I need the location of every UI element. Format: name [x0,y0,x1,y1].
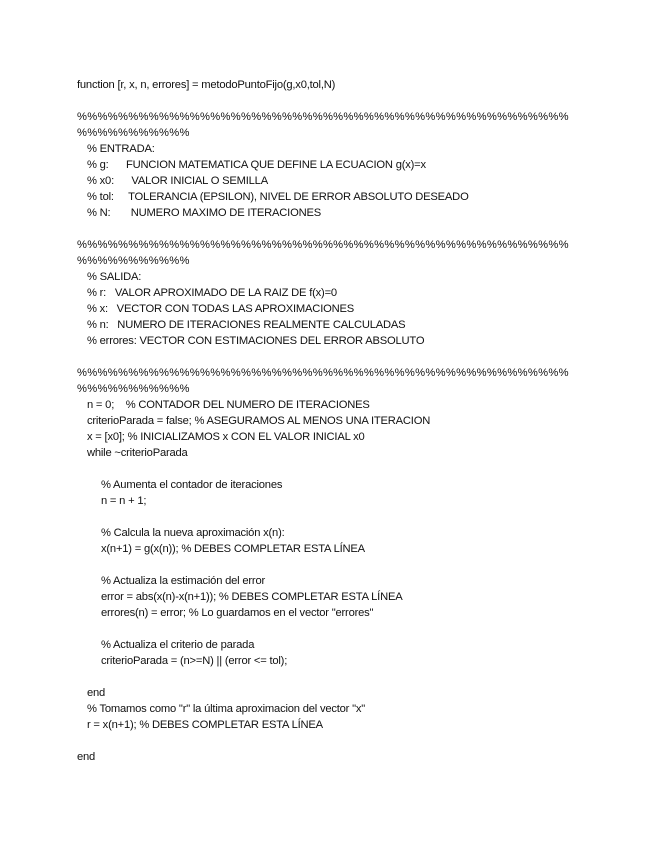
code-line: x = [x0]; % INICIALIZAMOS x CON EL VALOR INICIAL x0 [87,431,365,443]
code-line: function [r, x, n, errores] = metodoPuntoFijo(g,x0,tol,N) [77,79,336,91]
code-line: %%%%%%%%%%%%%%%%%%%%%%%%%%%%%%%%%%%%%%%%%%%%%%%% [77,111,569,123]
code-line: end [87,687,106,699]
code-line: % Tomamos como "r" la última aproximacion del vector "x" [87,703,366,715]
code-line: %%%%%%%%%%%%%%%%%%%%%%%%%%%%%%%%%%%%%%%%%%%%%%%% [77,367,569,379]
code-line: errores(n) = error; % Lo guardamos en el vector "errores" [101,607,374,619]
code-line: while ~criterioParada [87,447,188,459]
code-line: % tol: TOLERANCIA (EPSILON), NIVEL DE ERROR ABSOLUTO DESEADO [87,191,469,203]
code-line: % ENTRADA: [87,143,155,155]
blank-line [77,557,569,573]
blank-line [77,93,569,109]
code-line: x(n+1) = g(x(n)); % DEBES COMPLETAR ESTA LÍNEA [101,543,365,555]
code-line: % errores: VECTOR CON ESTIMACIONES DEL ERROR ABSOLUTO [87,335,425,347]
code-line: % Actualiza la estimación del error [101,575,265,587]
code-line: % Calcula la nueva aproximación x(n): [101,527,285,539]
blank-line [77,221,569,237]
code-line: % SALIDA: [87,271,142,283]
blank-line [77,733,569,749]
code-line: % Aumenta el contador de iteraciones [101,479,283,491]
code-line: criterioParada = (n>=N) || (error <= tol); [101,655,288,667]
code-line: end [77,751,96,763]
code-line: % x: VECTOR CON TODAS LAS APROXIMACIONES [87,303,355,315]
blank-line [77,509,569,525]
code-line: % N: NUMERO MAXIMO DE ITERACIONES [87,207,321,219]
code-line: error = abs(x(n)-x(n+1)); % DEBES COMPLETAR ESTA LÍNEA [101,591,403,603]
code-line: %%%%%%%%%%% [77,255,190,267]
code-line: % Actualiza el criterio de parada [101,639,255,651]
code-document [77,77,569,765]
blank-line [77,461,569,477]
code-line: %%%%%%%%%%% [77,383,190,395]
blank-line [77,669,569,685]
code-line: % x0: VALOR INICIAL O SEMILLA [87,175,268,187]
blank-line [77,349,569,365]
code-line: n = 0; % CONTADOR DEL NUMERO DE ITERACIONES [87,399,370,411]
code-line: criterioParada = false; % ASEGURAMOS AL MENOS UNA ITERACION [87,415,431,427]
code-line: %%%%%%%%%%%%%%%%%%%%%%%%%%%%%%%%%%%%%%%%%%%%%%%% [77,239,569,251]
code-line: r = x(n+1); % DEBES COMPLETAR ESTA LÍNEA [87,719,323,731]
code-line: % n: NUMERO DE ITERACIONES REALMENTE CALCULADAS [87,319,406,331]
code-line: n = n + 1; [101,495,147,507]
blank-line [77,621,569,637]
code-line: % r: VALOR APROXIMADO DE LA RAIZ DE f(x)=0 [87,287,337,299]
code-line: % g: FUNCION MATEMATICA QUE DEFINE LA ECUACION g(x)=x [87,159,426,171]
code-line: %%%%%%%%%%% [77,127,190,139]
